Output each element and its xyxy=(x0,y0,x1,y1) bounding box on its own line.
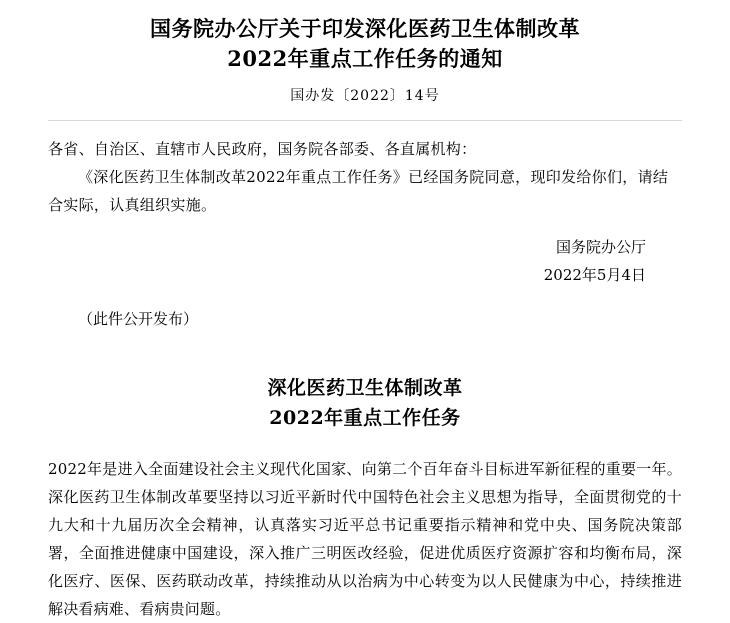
header-divider xyxy=(48,120,682,121)
document-title-line-2: 2022年重点工作任务的通知 xyxy=(227,46,503,71)
document-title-line-1: 国务院办公厅关于印发深化医药卫生体制改革 xyxy=(150,16,580,41)
publication-note: （此件公开发布） xyxy=(78,310,199,328)
notice-paragraph: 《深化医药卫生体制改革2022年重点工作任务》已经国务院同意，现印发给你们，请结合实际，认真组织实施。 xyxy=(48,168,669,214)
document-title xyxy=(48,14,682,74)
salutation: 各省、自治区、直辖市人民政府，国务院各部委、各直属机构： xyxy=(48,140,477,158)
attachment-title-line-2: 2022年重点工作任务 xyxy=(269,407,461,429)
signature-date: 2022年5月4日 xyxy=(543,266,646,284)
signature-issuer: 国务院办公厅 xyxy=(555,238,646,256)
document-number: 国办发〔2022〕14号 xyxy=(290,88,440,104)
attachment-title-line-1: 深化医药卫生体制改革 xyxy=(267,377,463,399)
signature-block xyxy=(48,233,682,289)
notice-body xyxy=(48,135,682,219)
attachment-title xyxy=(48,373,682,433)
attachment-paragraph: 2022年是进入全面建设社会主义现代化国家、向第二个百年奋斗目标进军新征程的重要一年。深化医药卫生体制改革要坚持以习近平新时代中国特色社会主义思想为指导，全面贯彻党的十九大和十九届历次全会精神，认真落实习近平总书记重要指示精神和党中央、国务院决策部署，全面推进健康中国建设，深入推广三明医改经验，促进优质医疗资源扩容和均衡布局，深化医疗、医保、医药联动改革，持续推动从以治病为中心转变为以人民健康为中心，持续推进解决看病难、看病贵问题。 xyxy=(48,460,682,618)
